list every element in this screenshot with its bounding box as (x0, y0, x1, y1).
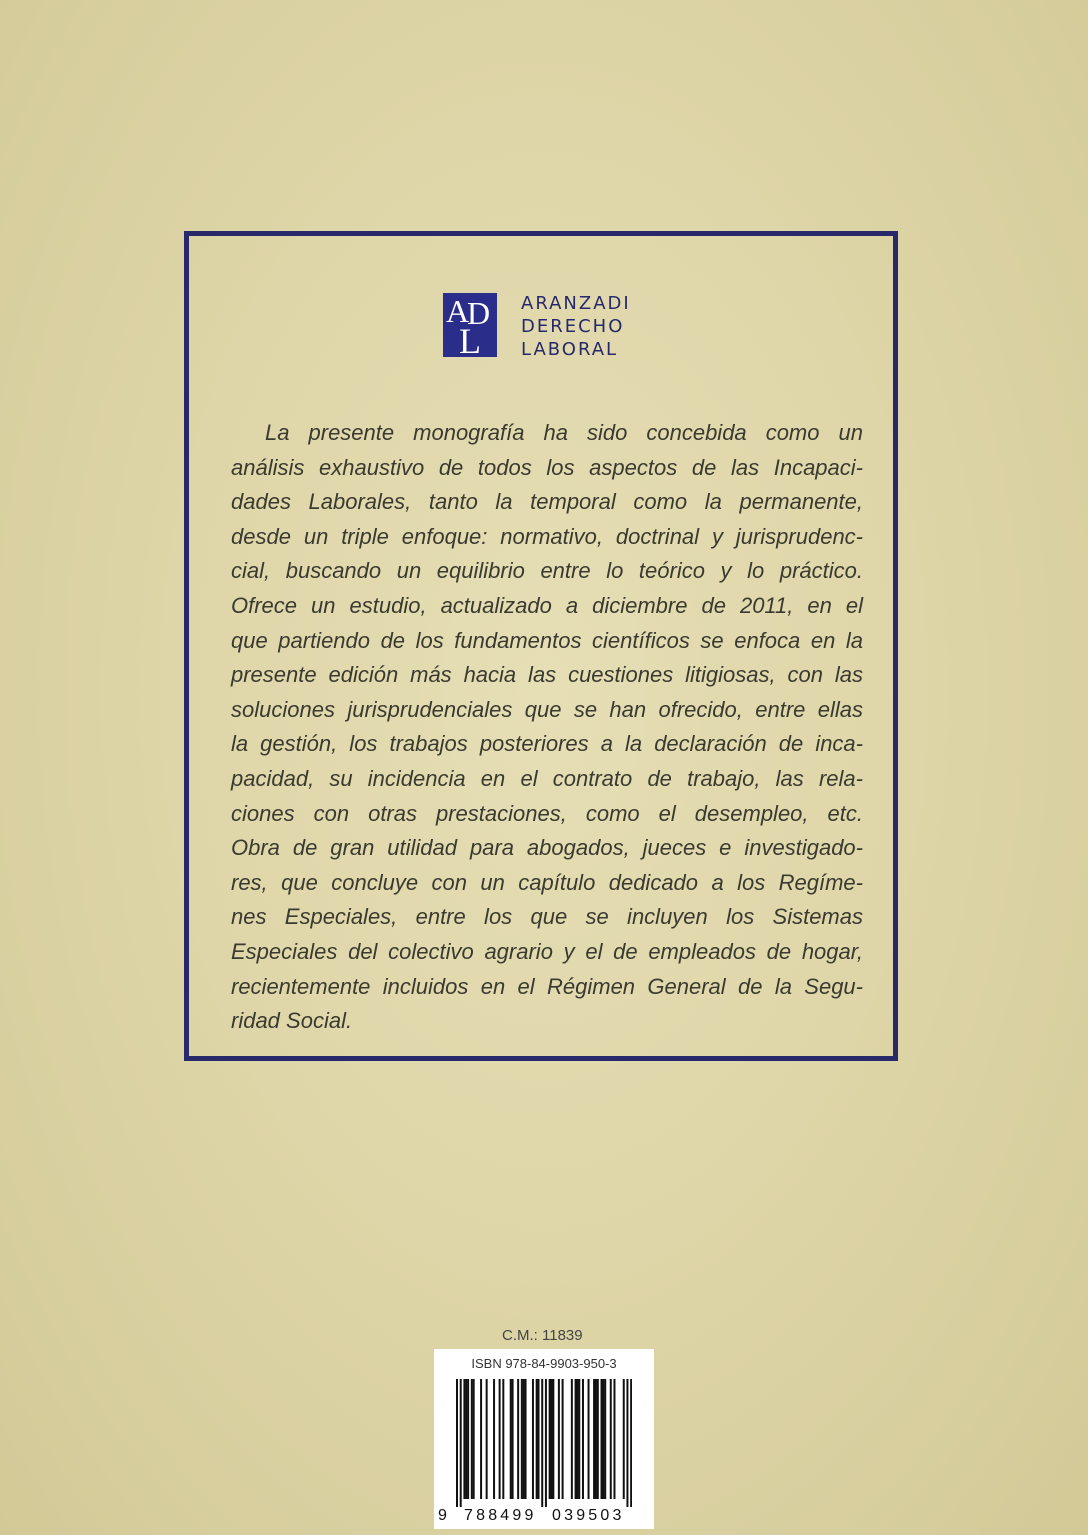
description-line: Ofrece un estudio, actualizado a diciembre de 2011, en el (231, 592, 863, 618)
logo-letter-d: D (467, 295, 491, 331)
barcode-bar (523, 1379, 525, 1499)
barcode-bar (532, 1379, 534, 1499)
description-line: pacidad, su incidencia en el contrato de trabajo, las rela- (231, 765, 863, 791)
barcode-bar (602, 1379, 604, 1499)
barcode-bar (578, 1379, 580, 1499)
barcode-bar (575, 1379, 577, 1499)
barcode-bar (588, 1379, 590, 1499)
description-line: nes Especiales, entre los que se incluyen los Sistemas (231, 904, 863, 930)
cm-code: C.M.: 11839 (502, 1327, 583, 1344)
barcode-bar (558, 1379, 560, 1499)
barcode-bar (467, 1379, 469, 1499)
description-line: dades Laborales, tanto la temporal como la permanente, (231, 489, 863, 515)
barcode-bar (538, 1379, 540, 1499)
description-line: la gestión, los trabajos posteriores a la declaración de inca- (231, 731, 863, 757)
description-line: desde un triple enfoque: normativo, doctrinal y jurisprudenc- (231, 523, 863, 549)
barcode-bar (517, 1379, 519, 1499)
barcode-label (434, 1349, 654, 1529)
barcode-bar (471, 1379, 473, 1499)
barcode-bar (499, 1379, 501, 1499)
barcode-bar (473, 1379, 475, 1499)
barcode-bar (552, 1379, 554, 1499)
barcode-bar (510, 1379, 512, 1499)
barcode-bar (545, 1379, 547, 1507)
description-line: que partiendo de los fundamentos científicos se enfoca en la (231, 627, 863, 653)
logo-letter-l: L (459, 321, 481, 361)
barcode-bar (456, 1379, 458, 1507)
publisher-line: DERECHO (521, 316, 625, 337)
barcode-bar (582, 1379, 584, 1499)
barcode-bar (597, 1379, 599, 1499)
description-frame (184, 231, 898, 1061)
barcode-bar (571, 1379, 573, 1499)
barcode-bar (463, 1379, 465, 1499)
barcode-bar (541, 1379, 543, 1507)
barcode-right-digits: 039503 (552, 1507, 625, 1524)
description-line: soluciones jurisprudenciales que se han ofrecido, entre ellas (231, 696, 863, 722)
barcode-bar (493, 1379, 495, 1499)
apl-logo-mark (443, 293, 497, 361)
barcode-bar (549, 1379, 551, 1499)
barcode-bar (512, 1379, 514, 1499)
logo-letter-a: A (446, 293, 470, 329)
barcode-bar (486, 1379, 488, 1499)
description-line: análisis exhaustivo de todos los aspectos de las Incapaci- (231, 454, 863, 480)
barcode-bar (593, 1379, 595, 1499)
barcode-bar (536, 1379, 538, 1499)
barcode-bar (576, 1379, 578, 1499)
barcode-bar (595, 1379, 597, 1499)
barcode-bar (610, 1379, 612, 1499)
description-line: Especiales del colectivo agrario y el de empleados de hogar, (231, 938, 863, 964)
barcode-bar (604, 1379, 606, 1499)
description-line: res, que concluye con un capítulo dedicado a los Regíme- (231, 869, 863, 895)
book-description (231, 416, 863, 1039)
barcode-bar (626, 1379, 628, 1507)
barcode-bar (550, 1379, 552, 1499)
publisher-line: ARANZADI (521, 293, 631, 314)
description-line: ciones con otras prestaciones, como el desempleo, etc. (231, 800, 863, 826)
barcode-bar (525, 1379, 527, 1499)
barcode-bar (623, 1379, 625, 1499)
description-line: La presente monografía ha sido concebida como un (265, 420, 863, 445)
barcode-left-digits: 788499 (464, 1507, 537, 1524)
description-line: cial, buscando un equilibrio entre lo teórico y lo práctico. (231, 558, 863, 584)
description-line: recientemente incluidos en el Régimen General de la Segu- (231, 973, 863, 999)
barcode-bar (630, 1379, 632, 1507)
description-line: presente edición más hacia las cuestiones litigiosas, con las (231, 662, 863, 688)
barcode-bar (480, 1379, 482, 1499)
barcode-bar (460, 1379, 462, 1507)
description-line: Obra de gran utilidad para abogados, jueces e investigado- (231, 835, 863, 861)
barcode-bar (465, 1379, 467, 1499)
publisher-name (521, 292, 631, 361)
barcode-first-digit: 9 (438, 1507, 447, 1524)
barcode (456, 1379, 632, 1507)
description-line: ridad Social. (231, 1008, 353, 1034)
barcode-bar (502, 1379, 504, 1499)
isbn-number: ISBN 978-84-9903-950-3 (471, 1356, 617, 1371)
barcode-bar (521, 1379, 523, 1499)
publisher-line: LABORAL (521, 339, 619, 360)
barcode-bar (613, 1379, 615, 1499)
barcode-bar (601, 1379, 603, 1499)
barcode-bar (562, 1379, 564, 1499)
